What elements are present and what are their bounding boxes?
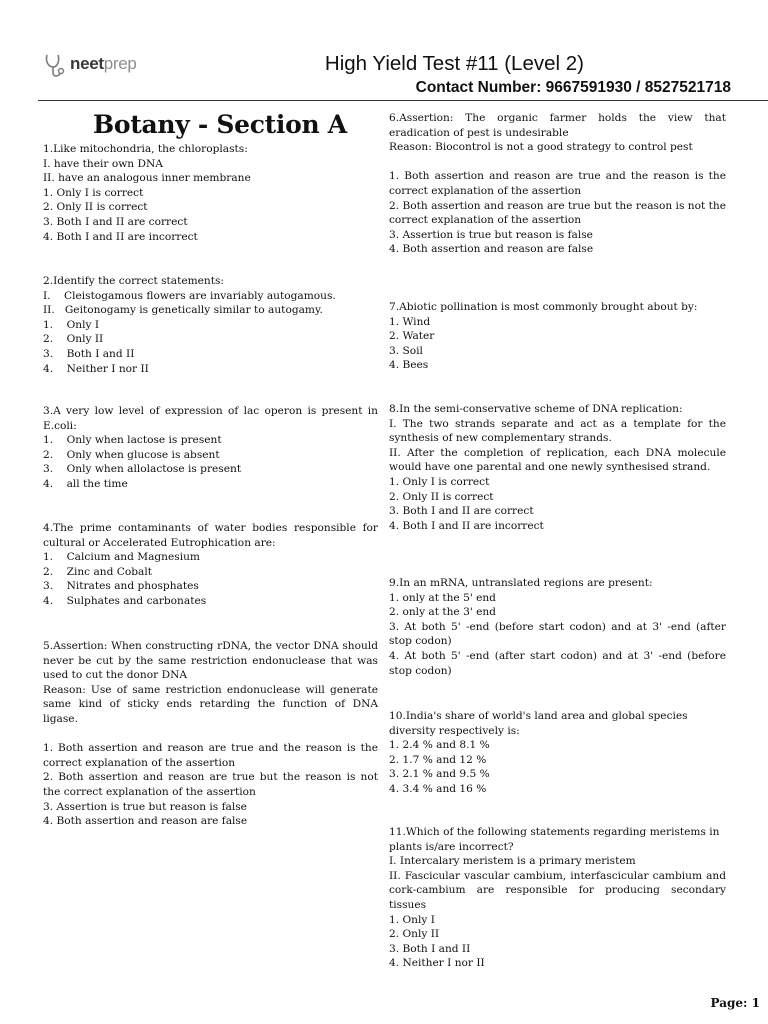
contact-number: Contact Number: 9667591930 / 8527521718 — [415, 79, 731, 96]
spacer — [389, 155, 726, 170]
header-divider — [38, 100, 768, 101]
option: 1. Both assertion and reason are true and the reason is the correct explanation of the assertion — [389, 170, 726, 197]
option: 3. Assertion is true but reason is false — [43, 800, 247, 813]
spacer — [43, 727, 378, 742]
option: 3. Both I and II are correct — [389, 505, 534, 518]
option: 4. Bees — [389, 359, 429, 372]
option: 3. Soil — [389, 344, 423, 357]
statement: I. Intercalary meristem is a primary meristem — [389, 855, 636, 868]
option: 3. 2.1 % and 9.5 % — [389, 768, 490, 781]
question-2 — [43, 274, 378, 376]
option: 1. Only I is correct — [389, 475, 490, 488]
logo-brand: neet — [70, 54, 104, 73]
statement: II. Geitonogamy is genetically similar to autogamy. — [43, 304, 323, 317]
option: 1. Only I — [43, 318, 100, 331]
question-4 — [43, 521, 378, 609]
statement: II. Fascicular vascular cambium, interfascicular cambium and cork-cambium are responsible for producing secondary tissues — [389, 869, 726, 911]
option: 2. Only II — [43, 333, 104, 346]
option: 1. Only I is correct — [43, 186, 144, 199]
option: 2. Zinc and Cobalt — [43, 565, 152, 578]
question-7 — [389, 300, 726, 373]
question-3 — [43, 404, 378, 492]
option: 2. only at the 3' end — [389, 606, 496, 619]
question-11 — [389, 825, 726, 971]
question-stem: 5.Assertion: When constructing rDNA, the vector DNA should never be cut by the same restriction endonuclease that was used to cut the donor DNA — [43, 640, 378, 682]
statement: I. Cleistogamous flowers are invariably autogamous. — [43, 289, 336, 302]
question-9 — [389, 576, 726, 678]
option: 2. 1.7 % and 12 % — [389, 753, 487, 766]
question-stem: 8.In the semi-conservative scheme of DNA replication: — [389, 403, 683, 415]
question-stem: 9.In an mRNA, untranslated regions are present: — [389, 577, 653, 589]
question-1 — [43, 142, 378, 244]
stethoscope-icon — [43, 52, 69, 80]
option: 2. Both assertion and reason are true but the reason is not the correct explanation of the assertion — [389, 199, 726, 227]
option: 2. Only II — [389, 928, 440, 941]
question-stem: 1.Like mitochondria, the chloroplasts: — [43, 143, 248, 155]
option: 3. Assertion is true but reason is false — [389, 228, 593, 241]
option: 3. Nitrates and phosphates — [43, 580, 199, 593]
option: 1. only at the 5' end — [389, 591, 496, 604]
option: 1. 2.4 % and 8.1 % — [389, 739, 490, 752]
statement: I. The two strands separate and act as a template for the synthesis of new complementary strands. — [389, 417, 726, 445]
option: 3. Both I and II — [389, 942, 471, 955]
option: 1. Only when lactose is present — [43, 434, 222, 447]
reason: Reason: Biocontrol is not a good strategy to control pest — [389, 141, 693, 154]
option: 1. Wind — [389, 315, 431, 328]
option: 4. all the time — [43, 477, 128, 490]
option: 4. Both assertion and reason are false — [43, 815, 248, 828]
option: 4. At both 5' -end (after start codon) and at 3' -end (before stop codon) — [389, 649, 726, 677]
page-number: Page: 1 — [710, 996, 760, 1010]
option: 2. Only when glucose is absent — [43, 448, 220, 461]
option: 1. Both assertion and reason are true and the reason is the correct explanation of the assertion — [43, 742, 378, 769]
question-stem: 2.Identify the correct statements: — [43, 275, 225, 287]
question-5 — [43, 639, 378, 829]
question-stem: 11.Which of the following statements regarding meristems in plants is/are incorrect? — [389, 826, 720, 853]
option: 4. Neither I nor II — [43, 362, 149, 375]
question-stem: 6.Assertion: The organic farmer holds the view that eradication of pest is undesirable — [389, 112, 726, 139]
reason: Reason: Use of same restriction endonuclease will generate same kind of sticky ends retarding the function of DNA ligase. — [43, 683, 378, 725]
option: 3. Only when allolactose is present — [43, 463, 242, 476]
option: 4. Sulphates and carbonates — [43, 594, 207, 607]
option: 1. Calcium and Magnesium — [43, 551, 200, 564]
option: 4. 3.4 % and 16 % — [389, 782, 487, 795]
logo-wordmark — [70, 54, 137, 74]
question-6 — [389, 111, 726, 257]
option: 4. Both I and II are incorrect — [389, 519, 544, 532]
logo-sub: prep — [103, 54, 137, 73]
statement: II. After the completion of replication, each DNA molecule would have one parental and one newly synthesised strand. — [389, 446, 726, 474]
option: 3. Both I and II — [43, 347, 135, 360]
question-stem: 4.The prime contaminants of water bodies responsible for cultural or Accelerated Eutrophication are: — [43, 522, 378, 549]
option: 4. Both I and II are incorrect — [43, 230, 198, 243]
statement: I. have their own DNA — [43, 157, 163, 170]
page-header — [0, 0, 768, 106]
question-stem: 3.A very low level of expression of lac operon is present in E.coli: — [43, 405, 378, 432]
option: 3. Both I and II are correct — [43, 215, 188, 228]
option: 1. Only I — [389, 913, 435, 926]
option: 2. Only II is correct — [43, 201, 148, 214]
statement: II. have an analogous inner membrane — [43, 172, 251, 185]
option: 4. Neither I nor II — [389, 957, 485, 970]
option: 4. Both assertion and reason are false — [389, 243, 594, 256]
test-title: High Yield Test #11 (Level 2) — [324, 52, 584, 75]
option: 3. At both 5' -end (before start codon) and at 3' -end (after stop codon) — [389, 620, 726, 648]
section-title: Botany - Section A — [93, 110, 347, 139]
question-10 — [389, 709, 726, 797]
option: 2. Only II is correct — [389, 490, 494, 503]
option: 2. Water — [389, 330, 435, 343]
question-stem: 7.Abiotic pollination is most commonly brought about by: — [389, 301, 698, 313]
option: 2. Both assertion and reason are true but the reason is not the correct explanation of the assertion — [43, 771, 378, 798]
question-stem: 10.India's share of world's land area and global species diversity respectively is: — [389, 710, 688, 737]
question-8 — [389, 402, 726, 533]
